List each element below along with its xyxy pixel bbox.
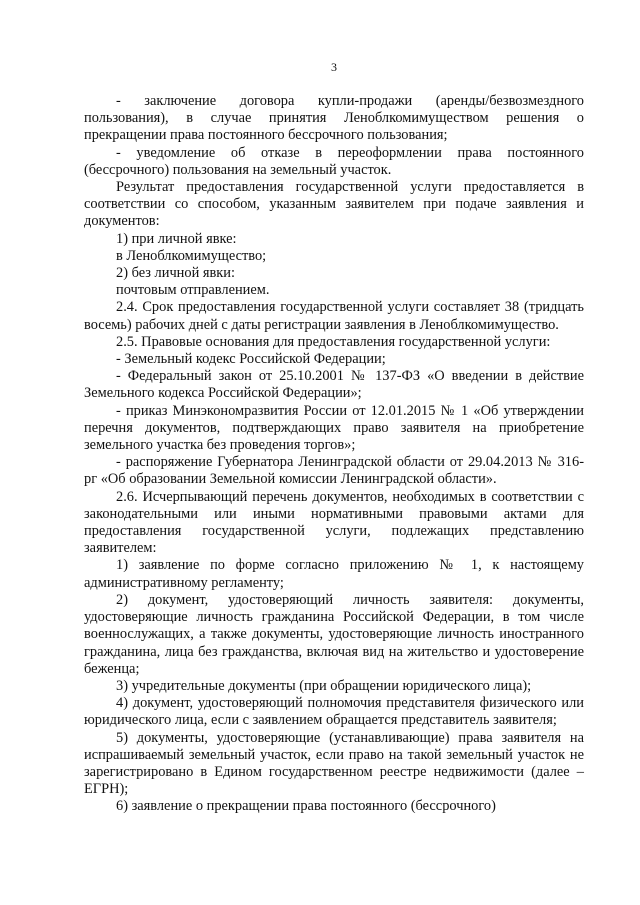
- paragraph-2-6-documents: 2.6. Исчерпывающий перечень документов, необходимых в соответствии с законодательными или иными нормативными правовыми актами для предоставления государственной услуги, подлежащих представлению заявителем:: [84, 488, 584, 557]
- paragraph-in-person: 1) при личной явке:: [116, 230, 237, 247]
- paragraph-2-5-legal-basis: 2.5. Правовые основания для предоставления государственной услуги:: [116, 333, 551, 350]
- paragraph-result-delivery: Результат предоставления государственной услуги предоставляется в соответствии со способом, указанным заявителем при подаче заявления и документов:: [84, 179, 584, 230]
- paragraph-doc-3-charter: 3) учредительные документы (при обращении юридического лица);: [116, 677, 532, 694]
- paragraph-governor-order: - распоряжение Губернатора Ленинградской области от 29.04.2013 № 316-рг «Об образовании Земельной комиссии Ленинградской области».: [84, 454, 584, 488]
- paragraph-doc-4-authority: 4) документ, удостоверяющий полномочия представителя физического или юридического лица, если с заявлением обращается представитель заявителя;: [84, 695, 584, 729]
- paragraph-doc-1-application: 1) заявление по форме согласно приложению № 1, к настоящему административному регламенту;: [84, 557, 584, 591]
- page-number: 3: [331, 60, 337, 74]
- paragraph-remote: 2) без личной явки:: [116, 265, 235, 282]
- paragraph-doc-2-identity: 2) документ, удостоверяющий личность заявителя: документы, удостоверяющие личность гражданина Российской Федерации, в том числе военнослужащих, а также документы, удостоверяющие личность иностранного гражданина, лица без гражданства, включая вид на жительство и удостоверение беженца;: [84, 591, 584, 677]
- paragraph-doc-6-termination: 6) заявление о прекращении права постоянного (бессрочного): [116, 798, 496, 815]
- paragraph-refusal-notice: - уведомление об отказе в переоформлении права постоянного (бессрочного) пользования на земельный участок.: [84, 144, 584, 178]
- paragraph-2-4-term: 2.4. Срок предоставления государственной услуги составляет 38 (тридцать восемь) рабочих дней с даты регистрации заявления в Леноблкомимущество.: [84, 299, 584, 333]
- paragraph-ministry-order: - приказ Минэкономразвития России от 12.01.2015 № 1 «Об утверждении перечня документов, подтверждающих право заявителя на приобретение земельного участка без проведения торгов»;: [84, 402, 584, 454]
- paragraph-in-person-place: в Леноблкомимущество;: [116, 247, 267, 264]
- paragraph-federal-law: - Федеральный закон от 25.10.2001 № 137-ФЗ «О введении в действие Земельного кодекса Российской Федерации»;: [84, 368, 584, 402]
- paragraph-doc-5-rights: 5) документы, удостоверяющие (устанавливающие) права заявителя на испрашиваемый земельный участок, если право на такой земельный участок не зарегистрировано в Едином государственном реестре недвижимости (далее – ЕГРН);: [84, 729, 584, 798]
- document-body: [84, 93, 584, 816]
- paragraph-remote-method: почтовым отправлением.: [116, 282, 270, 299]
- paragraph-land-code: - Земельный кодекс Российской Федерации;: [116, 351, 386, 368]
- paragraph-contract-conclusion: - заключение договора купли-продажи (аренды/безвозмездного пользования), в случае принятия Леноблкомимуществом решения о прекращении права постоянного бессрочного пользования;: [84, 93, 584, 144]
